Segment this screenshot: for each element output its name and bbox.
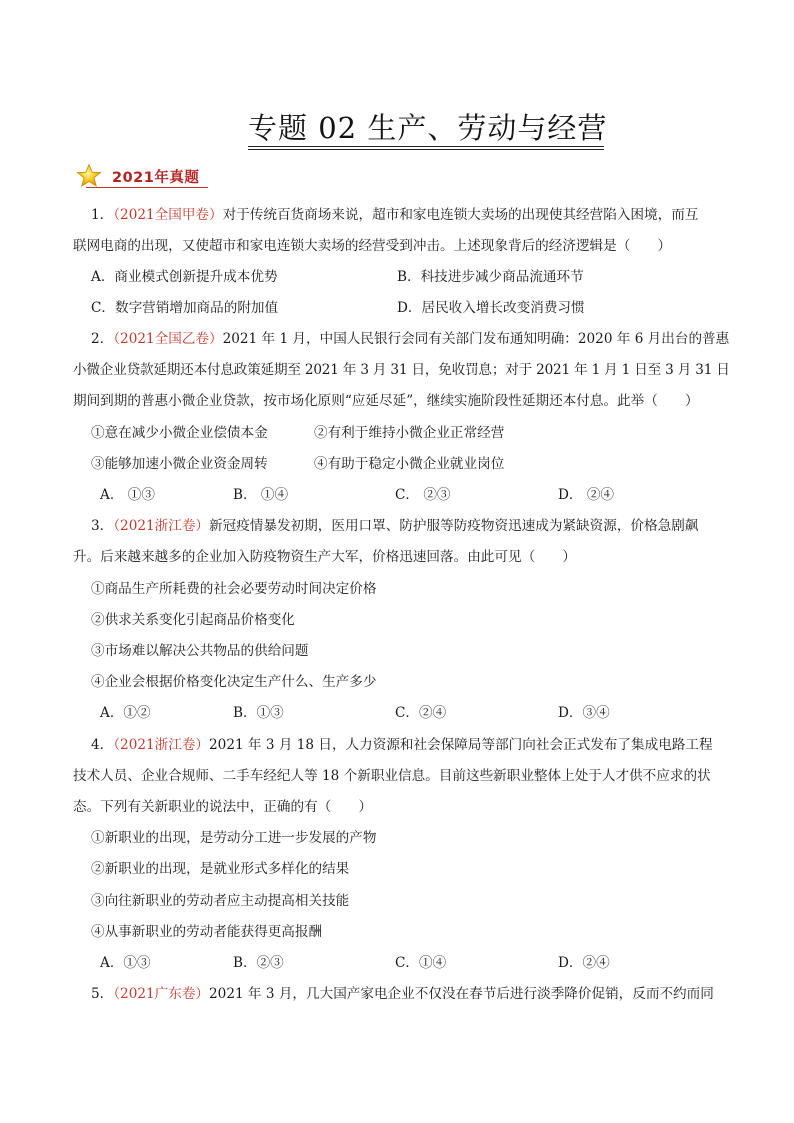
option-b: B．②③ — [233, 955, 284, 971]
question-text: 2021 年 1 月，中国人民银行会同有关部门发布通知明确：2020 年 6 月出台的普惠 — [222, 331, 730, 347]
question-source: （2021浙江卷） — [113, 518, 210, 534]
question-text: 对于传统百货商场来说，超市和家电连锁大卖场的出现使其经营陷入困境，而互 — [222, 207, 699, 223]
option-b: B．①③ — [233, 705, 284, 721]
question-number: 1． — [91, 207, 114, 223]
statement-2: ②新职业的出现，是就业形式多样化的结果 — [91, 861, 350, 877]
question-text: 升。后来越来越多的企业加入防疫物资生产大军，价格迅速回落。由此可见（ ） — [73, 549, 576, 565]
option-c: C．②④ — [395, 705, 447, 721]
section-underline — [86, 187, 208, 188]
question-text: 小微企业贷款延期还本付息政策延期至 2021 年 3 月 31 日，免收罚息；对于 2021 年 1 月 1 日至 3 月 31 日 — [73, 362, 730, 378]
option-a: A． ①③ — [100, 487, 155, 503]
statement-2: ②供求关系变化引起商品价格变化 — [91, 612, 295, 628]
section-header — [76, 162, 199, 190]
option-d: D．③④ — [558, 705, 610, 721]
statement-2: ②有利于维持小微企业正常经营 — [314, 425, 505, 441]
question-number: 5． — [91, 986, 114, 1002]
option-b: B．科技进步减少商品流通环节 — [397, 269, 584, 285]
question-text: 2021 年 3 月 18 日，人力资源和社会保障局等部门向社会正式发布了集成电路工程 — [209, 737, 713, 753]
title-underline-double — [248, 149, 604, 150]
statement-1: ①新职业的出现，是劳动分工进一步发展的产物 — [91, 830, 377, 846]
question-text: 技术人员、企业合规师、二手车经纪人等 18 个新职业信息。目前这些新职业整体上处于人才供不应求的状 — [73, 768, 711, 784]
question-text: 态。下列有关新职业的说法中，正确的有（ ） — [73, 799, 373, 815]
title-underline — [248, 146, 604, 147]
question-number: 4． — [91, 737, 114, 753]
statement-4: ④从事新职业的劳动者能获得更高报酬 — [91, 924, 323, 940]
statement-1: ①商品生产所耗费的社会必要劳动时间决定价格 — [91, 581, 377, 597]
statement-4: ④企业会根据价格变化决定生产什么、生产多少 — [91, 674, 377, 690]
statement-1: ①意在减少小微企业偿债本金 — [91, 425, 268, 441]
question-number: 2． — [91, 331, 114, 347]
question-source: （2021全国乙卷） — [113, 331, 223, 347]
option-a: A．①② — [100, 705, 151, 721]
question-4 — [91, 735, 713, 755]
question-text: 联网电商的出现，又使超市和家电连锁大卖场的经营受到冲击。上述现象背后的经济逻辑是（ ） — [73, 238, 672, 254]
option-a: A．①③ — [100, 955, 151, 971]
section-label: 2021年真题 — [112, 169, 200, 186]
question-source: （2021全国甲卷） — [113, 207, 223, 223]
option-c: C．数字营销增加商品的附加值 — [91, 300, 279, 316]
option-d: D． ②④ — [558, 487, 615, 503]
question-3 — [91, 516, 698, 536]
option-c: C． ②③ — [395, 487, 451, 503]
question-text: 2021 年 3 月，几大国产家电企业不仅没在春节后进行淡季降价促销，反而不约而同 — [209, 986, 714, 1002]
statement-3: ③向往新职业的劳动者应主动提高相关技能 — [91, 893, 350, 909]
question-2 — [91, 329, 729, 349]
question-text: 期间到期的普惠小微企业贷款，按市场化原则“应延尽延”，继续实施阶段性延期还本付息。此举（ ） — [73, 393, 699, 409]
option-d: D．居民收入增长改变消费习惯 — [397, 300, 585, 316]
statement-3: ③能够加速小微企业资金周转 — [91, 456, 268, 472]
statement-4: ④有助于稳定小微企业就业岗位 — [314, 456, 505, 472]
star-icon — [76, 163, 102, 189]
question-5 — [91, 984, 714, 1004]
option-a: A．商业模式创新提升成本优势 — [91, 269, 278, 285]
page-title: 专题 02 生产、劳动与经营 — [248, 111, 608, 145]
question-1 — [91, 205, 698, 225]
statement-3: ③市场难以解决公共物品的供给问题 — [91, 643, 309, 659]
question-number: 3． — [91, 518, 114, 534]
option-d: D．②④ — [558, 955, 610, 971]
question-source: （2021广东卷） — [113, 986, 210, 1002]
option-c: C．①④ — [395, 955, 447, 971]
question-source: （2021浙江卷） — [113, 737, 210, 753]
option-b: B． ①④ — [233, 487, 289, 503]
question-text: 新冠疫情暴发初期，医用口罩、防护服等防疫物资迅速成为紧缺资源，价格急剧飙 — [209, 518, 699, 534]
